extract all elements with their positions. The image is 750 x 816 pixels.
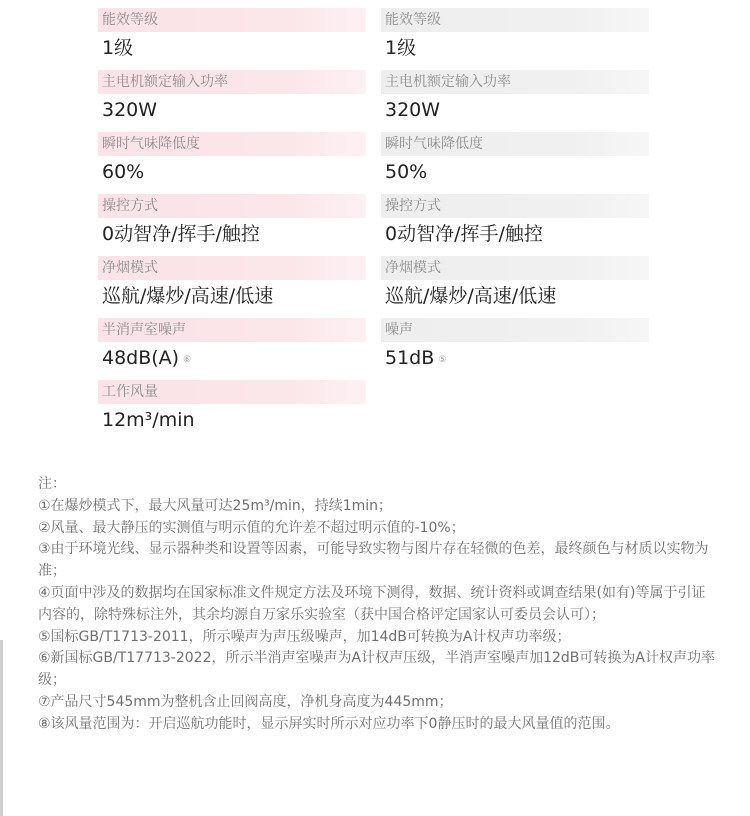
spec-item [98, 380, 366, 442]
spec-label: 能效等级 [98, 8, 366, 32]
spec-value: 1级 [385, 37, 417, 59]
spec-item [98, 70, 366, 132]
footnote-marker: ⑥ [183, 355, 192, 365]
spec-value: 0动智净/挥手/触控 [102, 223, 260, 245]
spec-label: 主电机额定输入功率 [98, 70, 366, 94]
spec-value: 320W [385, 99, 441, 121]
spec-column-right [381, 8, 649, 380]
spec-label: 净烟模式 [98, 256, 366, 280]
spec-value: 12m³/min [102, 409, 195, 431]
edge-divider [0, 640, 3, 816]
footnote-line: ⑧该风量范围为：开启巡航功能时，显示屏实时所示对应功率下0静压时的最大风量值的范围。 [38, 715, 620, 732]
footnote-line: ⑤国标GB/T1713-2011，所示噪声为声压级噪声，加14dB可转换为A计权声功率级； [38, 628, 571, 645]
spec-label: 噪声 [381, 318, 649, 342]
spec-label: 瞬时气味降低度 [381, 132, 649, 156]
footnote-line: ①在爆炒模式下，最大风量可达25m³/min，持续1min； [38, 497, 393, 514]
spec-item [98, 318, 366, 380]
spec-value: 50% [385, 161, 428, 183]
spec-value: 巡航/爆炒/高速/低速 [102, 285, 274, 307]
spec-label: 主电机额定输入功率 [381, 70, 649, 94]
footnote-line: ⑥新国标GB/T17713-2022，所示半消声室噪声为A计权声压级，半消声室噪声加12dB可转换为A计权声功率级； [38, 650, 715, 689]
footnotes [38, 474, 718, 736]
spec-label: 操控方式 [381, 194, 649, 218]
spec-item [98, 132, 366, 194]
spec-item [381, 194, 649, 256]
spec-item [381, 256, 649, 318]
spec-label: 瞬时气味降低度 [98, 132, 366, 156]
spec-value: 320W [102, 99, 158, 121]
spec-label: 能效等级 [381, 8, 649, 32]
footnote-line: ②风量、最大静压的实测值与明示值的允许差不超过明示值的-10%； [38, 519, 465, 536]
spec-label: 半消声室噪声 [98, 318, 366, 342]
spec-value: 51dB ⑤ [385, 347, 447, 369]
spec-item [381, 70, 649, 132]
spec-item [98, 256, 366, 318]
spec-item [381, 8, 649, 70]
spec-item [381, 132, 649, 194]
spec-label: 操控方式 [98, 194, 366, 218]
footnote-marker: ⑤ [438, 355, 447, 365]
spec-label: 净烟模式 [381, 256, 649, 280]
spec-value: 48dB(A) ⑥ [102, 347, 192, 369]
spec-item [98, 194, 366, 256]
footnote-line: ④页面中涉及的数据均在国家标准文件规定方法及环境下测得，数据、统计资料或调查结果(如有)等属于引证内容的，除特殊标注外，其余均源自万家乐实验室（获中国合格评定国家认可委员会认可）； [38, 584, 706, 623]
spec-value: 0动智净/挥手/触控 [385, 223, 543, 245]
footnotes-title: 注： [38, 476, 66, 492]
spec-column-left [98, 8, 366, 442]
spec-value: 巡航/爆炒/高速/低速 [385, 285, 557, 307]
spec-value: 60% [102, 161, 145, 183]
footnote-line: ⑦产品尺寸545mm为整机含止回阀高度，净机身高度为445mm； [38, 693, 453, 710]
footnote-line: ③由于环境光线、显示器种类和设置等因素，可能导致实物与图片存在轻微的色差，最终颜色与材质以实物为准； [38, 541, 709, 580]
spec-value: 1级 [102, 37, 134, 59]
spec-item [98, 8, 366, 70]
spec-item [381, 318, 649, 380]
spec-label: 工作风量 [98, 380, 366, 404]
